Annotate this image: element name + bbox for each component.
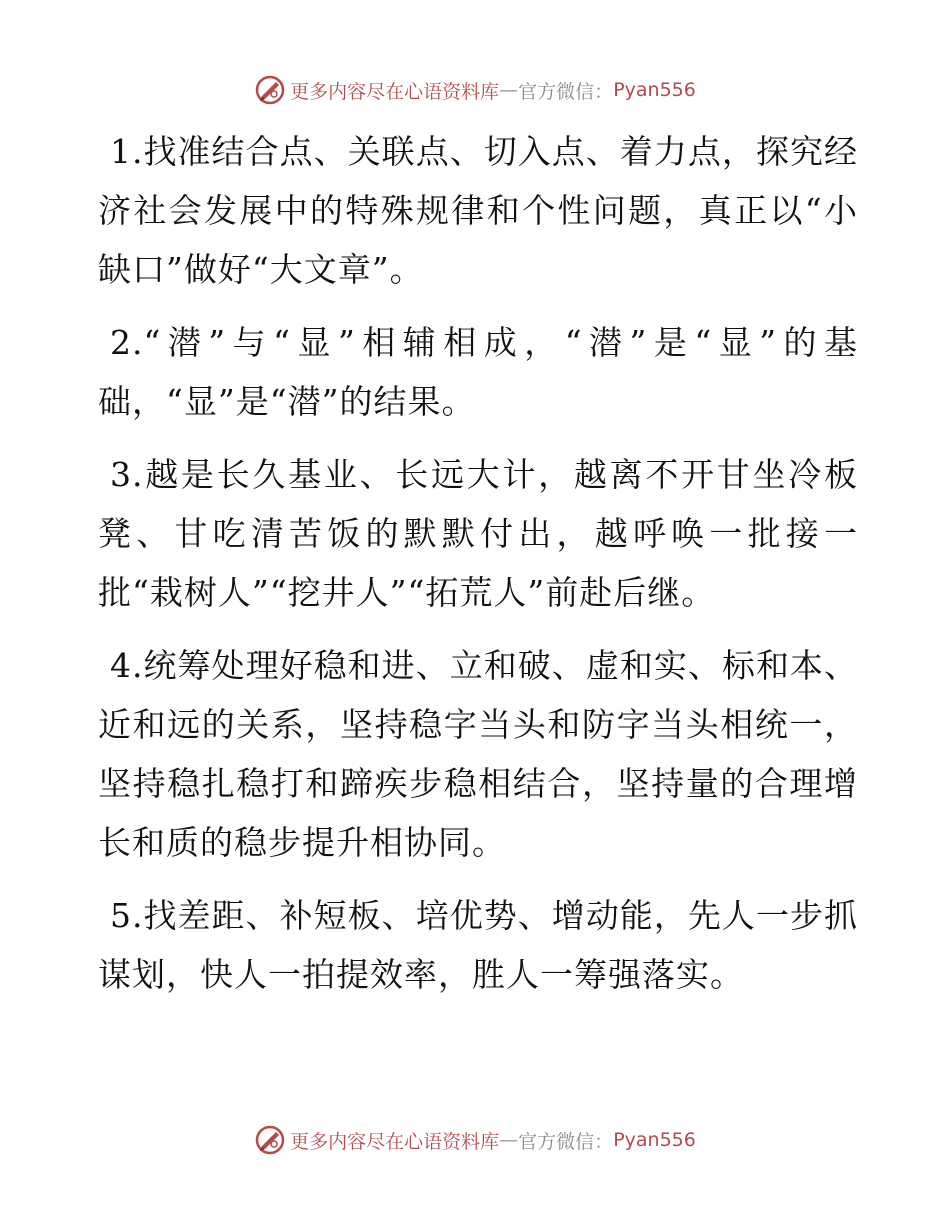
paragraph-1: 1.找准结合点、关联点、切入点、着力点，探究经济社会发展中的特殊规律和个性问题，真正以“小缺口”做好“大文章”。 <box>98 132 858 289</box>
paragraph-2: 2.“潜”与“显”相辅相成，“潜”是“显”的基础，“显”是“潜”的结果。 <box>98 323 858 421</box>
banner-wechat-id: Pyan556 <box>613 79 696 101</box>
banner-wechat-label: 官方微信： <box>518 1130 614 1153</box>
footer-banner <box>0 1120 950 1160</box>
banner-separator: — <box>499 1129 519 1151</box>
quill-pen-seal-icon <box>254 1124 286 1156</box>
paragraph-5: 5.找差距、补短板、培优势、增动能，先人一步抓谋划，快人一拍提效率，胜人一筹强落实。 <box>98 896 858 994</box>
banner-slogan: 更多内容尽在心语资料库 <box>290 1130 500 1153</box>
header-banner <box>0 70 950 110</box>
banner-wechat-label: 官方微信： <box>518 80 614 103</box>
banner-wechat-id: Pyan556 <box>613 1129 696 1151</box>
paragraph-3: 3.越是长久基业、长远大计，越离不开甘坐冷板凳、甘吃清苦饭的默默付出，越呼唤一批接一批“栽树人”“挖井人”“拓荒人”前赴后继。 <box>98 455 858 612</box>
document-body <box>98 122 858 1018</box>
quill-pen-seal-icon <box>254 74 286 106</box>
banner-separator: — <box>499 79 519 101</box>
banner-slogan: 更多内容尽在心语资料库 <box>290 80 500 103</box>
paragraph-4: 4.统筹处理好稳和进、立和破、虚和实、标和本、近和远的关系，坚持稳字当头和防字当头相统一，坚持稳扎稳打和蹄疾步稳相结合，坚持量的合理增长和质的稳步提升相协同。 <box>98 646 858 862</box>
